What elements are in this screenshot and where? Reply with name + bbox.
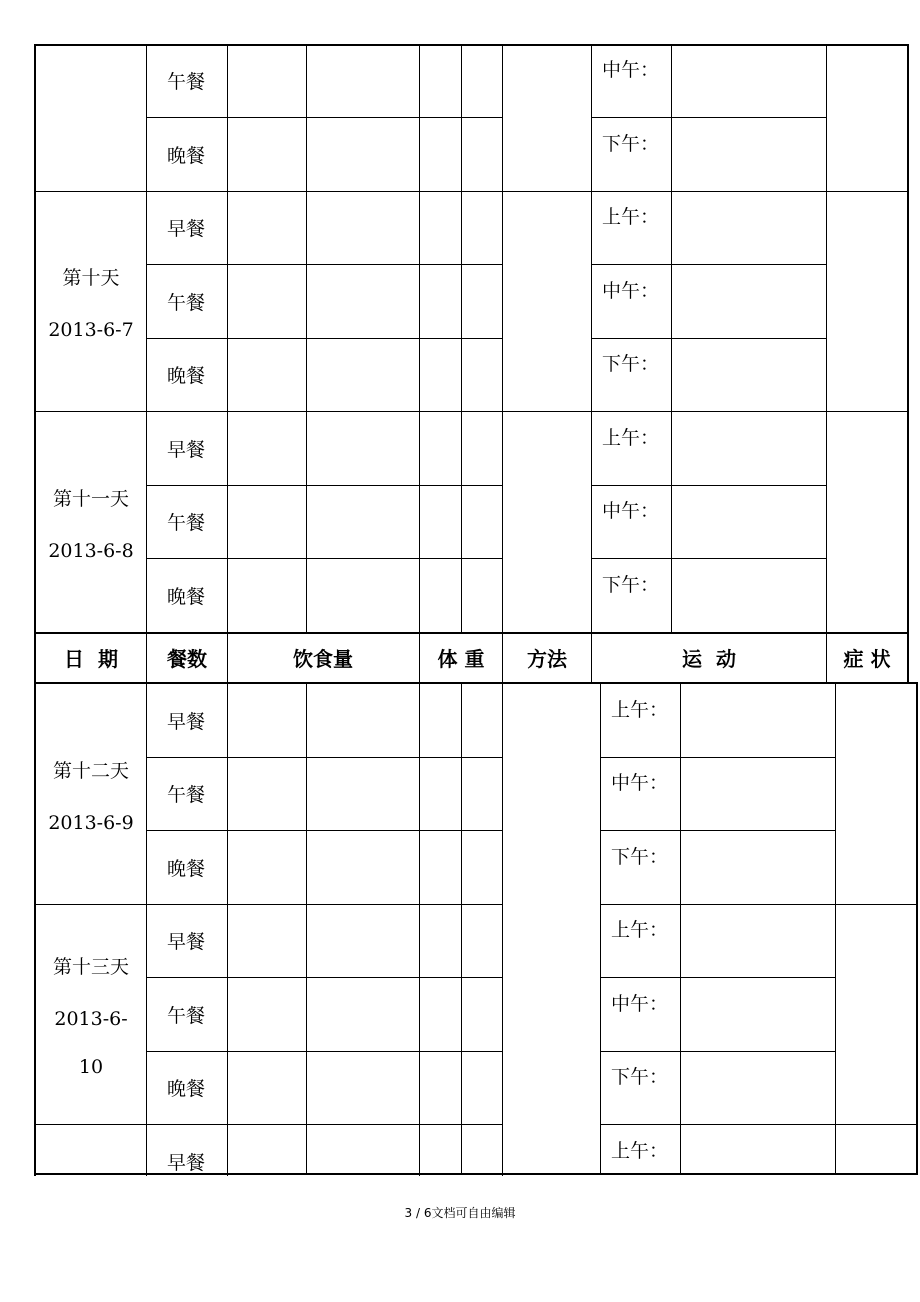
header-symptoms: 症 状 [843,647,891,671]
header-row-bottom-line [34,682,918,684]
meal-label-lunch: 午餐 [167,71,206,93]
meal-label-lunch: 午餐 [167,784,206,806]
header-row-top-line [34,632,909,634]
row-line [592,558,827,559]
day-label: 第十三天 [52,956,130,978]
row-line [147,830,503,831]
exercise-label-morning: 上午： [611,1140,669,1162]
meal-label-dinner: 晚餐 [167,586,206,608]
col-line [680,684,681,1175]
day-date: 2013-6-9 [48,812,134,834]
row-line [35,1124,503,1125]
page-footer: 3 / 6文档可自由编辑 [404,1206,516,1220]
day-label: 第十天 [62,267,120,289]
exercise-label-morning: 上午： [611,919,669,941]
exercise-label-afternoon: 下午： [602,133,660,155]
meal-label-lunch: 午餐 [167,292,206,314]
day-date: 2013-6-7 [48,319,134,341]
table-border [907,44,909,684]
col-line [600,684,601,1175]
col-line [227,44,228,1176]
row-line [601,830,836,831]
row-line [147,757,503,758]
row-line [147,338,503,339]
col-line [671,44,672,633]
meal-label-breakfast: 早餐 [167,711,206,733]
row-line [592,485,827,486]
exercise-label-afternoon: 下午： [602,353,660,375]
exercise-label-noon: 中午： [602,500,660,522]
row-line [601,1124,917,1125]
exercise-label-morning: 上午： [602,206,660,228]
exercise-label-noon: 中午： [602,59,660,81]
exercise-label-noon: 中午： [611,993,669,1015]
exercise-label-noon: 中午： [602,280,660,302]
row-line [147,1051,503,1052]
row-line [35,904,503,905]
meal-label-dinner: 晚餐 [167,858,206,880]
exercise-label-noon: 中午： [611,772,669,794]
col-line [461,44,462,633]
meal-label-dinner: 晚餐 [167,145,206,167]
col-line [835,684,836,1175]
table-border [34,44,909,46]
row-line [601,977,836,978]
day-date-continued: 10 [78,1056,104,1078]
day-label: 第十二天 [52,760,130,782]
row-line [592,264,827,265]
meal-label-lunch: 午餐 [167,1005,206,1027]
exercise-label-afternoon: 下午： [611,1066,669,1088]
col-line [306,44,307,633]
row-line [35,191,908,192]
col-line [591,44,592,684]
header-weight: 体 重 [437,647,485,671]
col-line [419,44,420,1176]
day-date: 2013-6-8 [48,540,134,562]
meal-label-breakfast: 早餐 [167,218,206,240]
header-exercise: 运 动 [682,647,736,671]
row-line [147,558,503,559]
row-line [601,1051,836,1052]
row-line [147,117,503,118]
meal-label-lunch: 午餐 [167,512,206,534]
col-line [146,44,147,1176]
day-label: 第十一天 [52,488,130,510]
meal-label-dinner: 晚餐 [167,1078,206,1100]
table-border [34,44,36,1176]
header-food-intake: 饮食量 [293,647,353,671]
meal-label-breakfast: 早餐 [167,1152,206,1174]
exercise-label-afternoon: 下午： [611,846,669,868]
row-line [592,338,827,339]
header-method: 方法 [527,647,567,671]
row-line [147,485,503,486]
header-meals: 餐数 [167,647,207,671]
col-line [502,44,503,1176]
col-line [306,684,307,1175]
table-border [916,682,918,1175]
day-date: 2013-6- [54,1008,128,1030]
exercise-label-morning: 上午： [602,427,660,449]
row-line [601,757,836,758]
header-date: 日 期 [64,647,118,671]
col-line [461,684,462,1175]
meal-label-dinner: 晚餐 [167,365,206,387]
exercise-label-afternoon: 下午： [602,574,660,596]
row-line [592,117,827,118]
row-line [147,264,503,265]
row-line [147,977,503,978]
meal-label-breakfast: 早餐 [167,931,206,953]
exercise-label-morning: 上午： [611,699,669,721]
row-line [35,411,908,412]
col-line [826,44,827,684]
row-line [601,904,917,905]
meal-label-breakfast: 早餐 [167,439,206,461]
